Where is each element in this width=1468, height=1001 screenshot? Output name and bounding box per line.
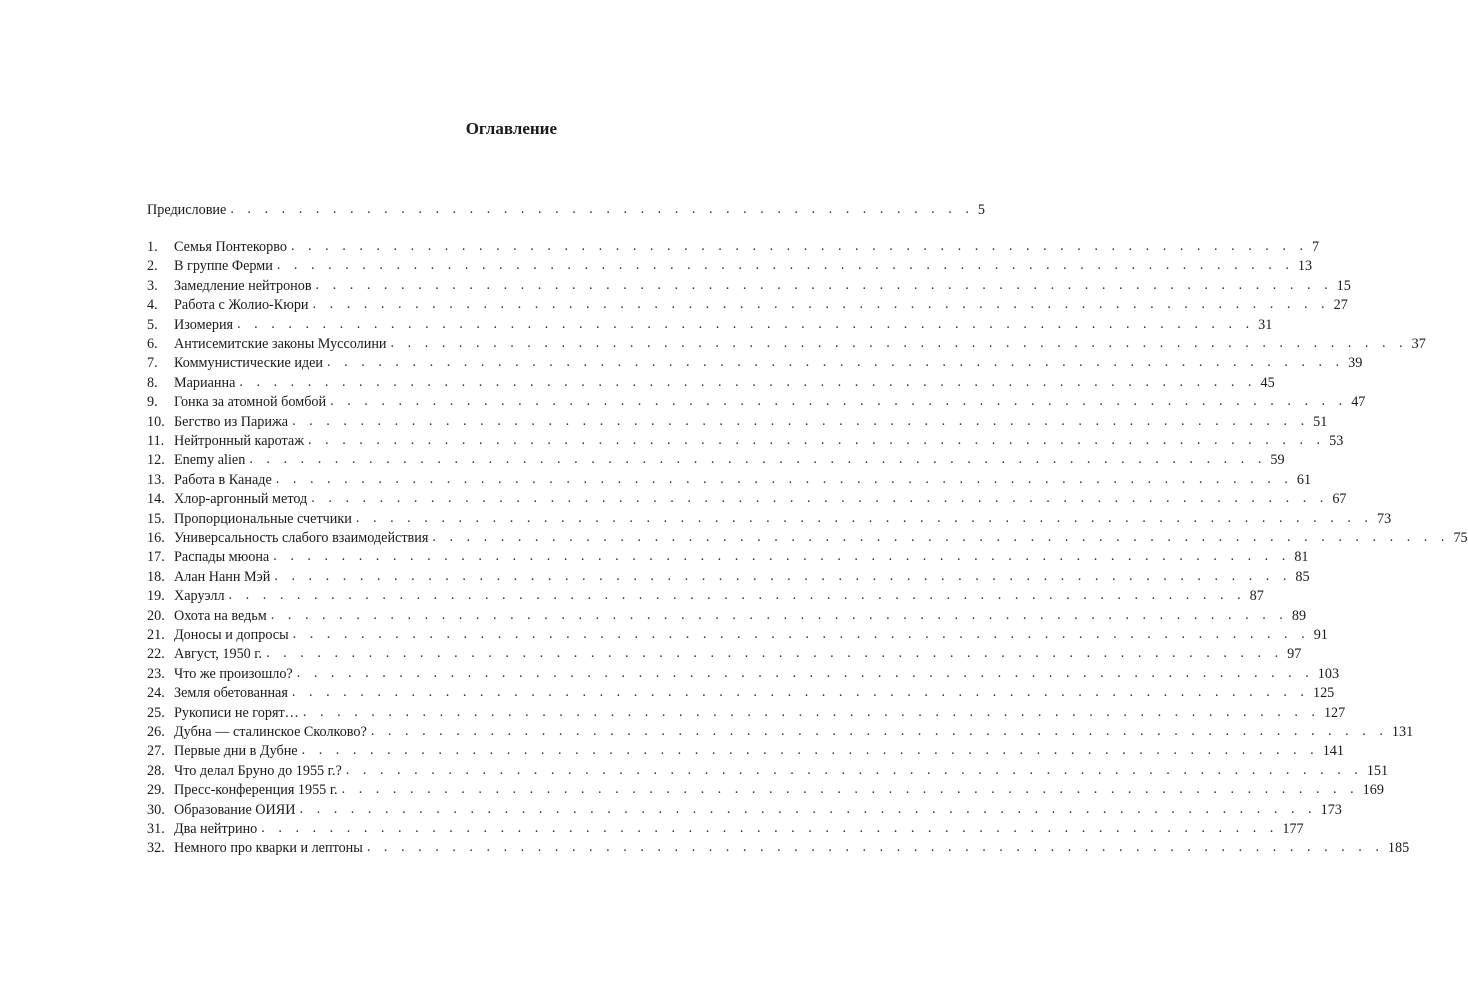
toc-entry-page: 31: [1258, 316, 1273, 333]
toc-entry-label: Рукописи не горят…: [174, 704, 299, 721]
toc-entry-label: Что делал Бруно до 1955 г.?: [174, 762, 342, 779]
toc-entry: [147, 703, 1346, 723]
toc-leader-dots: . . . . . . . . . . . . . . . . . . . . . . . . . . . . . . . . . . . . . . . . . . . . . . . . . . . . . . . . . . . .: [274, 567, 1292, 584]
toc-entry-number: 13.: [147, 471, 165, 488]
toc-entry-number: 14.: [147, 491, 165, 508]
toc-entry: [147, 819, 1304, 839]
toc-entry: [147, 412, 1328, 432]
toc-entry-page: 169: [1362, 782, 1384, 799]
toc-leader-dots: . . . . . . . . . . . . . . . . . . . . . . . . . . . . . . . . . . . . . . . . . . . . . . . . . . . . . . . . . . . .: [311, 490, 1329, 507]
toc-leader-dots: . . . . . . . . . . . . . . . . . . . . . . . . . . . . . . . . . . . . . . . . . . . . . . . . . . . . . . . . . . . .: [249, 451, 1267, 468]
toc-entry: [147, 431, 1344, 451]
toc-entry: [147, 722, 1414, 742]
toc-leader-dots: . . . . . . . . . . . . . . . . . . . . . . . . . . . . . . . . . . . . . . . . . . . . . . . . . . . . . . . . . . . .: [330, 393, 1348, 410]
toc-entry-number: 11.: [147, 433, 165, 449]
toc-entry-label: Земля обетованная: [174, 685, 288, 702]
toc-leader-dots: . . . . . . . . . . . . . . . . . . . . . . . . . . . . . . . . . . . . . . . . . . . . . . . . . . . . . . . . . . . .: [345, 761, 1363, 778]
toc-leader-dots: . . . . . . . . . . . . . . . . . . . . . . . . . . . . . . . . . . . . . . . . . . . . . . . . . . . . . . . . . . . .: [370, 723, 1388, 739]
toc-leader-dots: . . . . . . . . . . . . . . . . . . . . . . . . . . . . . . . . . . . . . . . . . . . . . . . . . . . . . . . . . . . .: [275, 470, 1293, 487]
toc-entry-page: 27: [1333, 297, 1348, 314]
toc-entry-page: 61: [1296, 471, 1312, 488]
toc-entry-page: 51: [1313, 413, 1328, 430]
toc-leader-dots: . . . . . . . . . . . . . . . . . . . . . . . . . . . . . . . . . . . . . . . . . . . . . . . . . . . . . . . . . . . .: [296, 664, 1314, 681]
toc-entry-page: 89: [1291, 607, 1307, 624]
toc-entry-number: 24.: [147, 685, 165, 702]
toc-entry-page: 7: [1312, 239, 1320, 255]
toc-entry-number: 20.: [147, 607, 165, 624]
toc-leader-dots: . . . . . . . . . . . . . . . . . . . . . . . . . . . . . . . . . . . . . . . . . . . . . . . . . . . . . . . . . . . .: [237, 315, 1255, 332]
toc-entry: [147, 276, 1351, 296]
toc-entry-label: Изомерия: [174, 316, 234, 333]
toc-entry-page: 81: [1294, 549, 1309, 566]
toc-entry-label: Замедление нейтронов: [174, 277, 312, 294]
toc-entry-page: 103: [1317, 665, 1340, 682]
toc-entry-page: 67: [1332, 491, 1347, 508]
toc-entry-number: 32.: [147, 840, 165, 857]
toc-entry-page: 75: [1453, 530, 1468, 546]
toc-entry-label: Антисемитские законы Муссолини: [174, 336, 387, 352]
toc-entry-number: 15.: [147, 510, 165, 527]
toc-entry: [147, 683, 1335, 703]
toc-entry-page: 177: [1282, 821, 1304, 837]
toc-entry-page: 73: [1376, 510, 1392, 527]
toc-entry-page: 87: [1249, 588, 1264, 605]
toc-entry-number: 31.: [147, 821, 165, 837]
toc-entry-label: Два нейтрино: [174, 821, 258, 837]
toc-entry-label: Алан Нанн Мэй: [174, 568, 271, 585]
toc-entry-label: Бегство из Парижа: [174, 413, 289, 430]
toc-entry-label: Нейтронный каротаж: [174, 433, 305, 449]
toc-entry-label: Что же произошло?: [174, 665, 293, 682]
toc-entry-number: 2.: [147, 258, 158, 275]
toc-entry-number: 27.: [147, 743, 165, 760]
toc-entry-number: 23.: [147, 665, 165, 682]
toc-entry-page: 125: [1312, 685, 1335, 702]
toc-entry: [147, 353, 1363, 373]
toc-entry-page: 53: [1329, 433, 1344, 449]
toc-entry-page: 131: [1391, 724, 1414, 740]
toc-leader-dots: . . . . . . . . . . . . . . . . . . . . . . . . . . . . . . . . . . . . . . . . . . . . . . . . . . . . . . . . . . . .: [291, 684, 1309, 701]
toc-entry: [147, 606, 1307, 626]
toc-entry-page: 5: [977, 202, 985, 218]
toc-entry-label: Дубна — сталинское Сколково?: [174, 724, 367, 740]
toc-entry-label: Охота на ведьм: [174, 607, 267, 624]
toc-entry-page: 185: [1387, 840, 1410, 857]
toc-entry: [147, 586, 1264, 606]
toc-leader-dots: . . . . . . . . . . . . . . . . . . . . . . . . . . . . . . . . . . . . . . . . . . . . . . . . . . . . . . . . . . . .: [432, 529, 1450, 545]
toc-entry-page: 37: [1411, 336, 1426, 352]
toc-entry-label: Распады мюона: [174, 549, 270, 566]
toc-entry-label: Универсальность слабого взаимодействия: [174, 530, 429, 546]
toc-entry-number: 5.: [147, 316, 158, 333]
toc-entry: [147, 489, 1347, 509]
toc-entry-page: 91: [1313, 627, 1328, 643]
toc-entry-number: 10.: [147, 413, 165, 430]
toc-entry-number: 26.: [147, 724, 165, 740]
toc-entry-page: 39: [1348, 355, 1363, 372]
toc-entry-label: Гонка за атомной бомбой: [174, 394, 327, 411]
toc-entry-label: Образование ОИЯИ: [174, 801, 296, 818]
toc-leader-dots: . . . . . . . . . . . . . . . . . . . . . . . . . . . . . . . . . . . . . . . . . . . . . . . . . . . . . . . . . . . .: [327, 354, 1345, 371]
toc-entry: [147, 256, 1313, 276]
toc-entry: [147, 334, 1426, 354]
toc-entry-page: 59: [1270, 452, 1285, 469]
toc-entry-page: 173: [1320, 801, 1342, 818]
toc-entry-number: 18.: [147, 568, 165, 585]
toc-leader-dots: . . . . . . . . . . . . . . . . . . . . . . . . . . . . . . . . . . . . . . . . . . . . . . . . . . . . . . . . . . . .: [390, 335, 1408, 351]
toc-entry-number: 28.: [147, 762, 165, 779]
toc-leader-dots: . . . . . . . . . . . . . . . . . . . . . . . . . . . . . . . . . . . . . . . . . . . . . . . . . . . . . . . . . . . .: [266, 645, 1284, 662]
toc-leader-dots: . . . . . . . . . . . . . . . . . . . . . . . . . . . . . . . . . . . . . . . . . . . . . . . . . . . . . . . . . . . .: [355, 509, 1373, 526]
toc-entry-number: 1.: [147, 239, 158, 255]
toc-entry-label: Пропорциональные счетчики: [174, 510, 352, 527]
toc-leader-dots: . . . . . . . . . . . . . . . . . . . . . . . . . . . . . . . . . . . . . . . . . . . . . . . . . . . . . . . . . . . .: [276, 257, 1294, 274]
toc-leader-dots: . . . . . . . . . . . . . . . . . . . . . . . . . . . . . . . . . . . . . . . . . . . . . . . . . . . . . . . . . . . .: [292, 626, 1310, 642]
toc-entry-number: 9.: [147, 394, 158, 411]
toc-entry-page: 45: [1260, 374, 1275, 391]
toc-entry: [147, 509, 1392, 529]
toc-entry-label: Работа с Жолио-Кюри: [174, 297, 309, 314]
toc-entry-page: 151: [1366, 762, 1389, 779]
toc-entry: [147, 625, 1328, 645]
toc-entry: [147, 547, 1309, 567]
toc-entry-page: 13: [1297, 258, 1313, 275]
toc-entry: [147, 450, 1285, 470]
toc-entry: [147, 315, 1273, 335]
toc-entry-label: Хлор-аргонный метод: [174, 491, 308, 508]
toc-leader-dots: . . . . . . . . . . . . . . . . . . . . . . . . . . . . . . . . . . . . . . . . . . . . . . . . . . . . . . . . . . . .: [270, 606, 1288, 623]
toc-entry: [147, 295, 1348, 315]
toc-entry: [147, 780, 1384, 800]
toc-entry-label: Немного про кварки и лептоны: [174, 840, 363, 857]
toc-leader-dots: . . . . . . . . . . . . . . . . . . . . . . . . . . . . . . . . . . . . . . . . . . . . . . . . . . . . . . . . . . . .: [261, 820, 1279, 836]
toc-entry-number: 6.: [147, 336, 158, 352]
toc-leader-dots: . . . . . . . . . . . . . . . . . . . . . . . . . . . . . . . . . . . . . . . . . . . . . . . . . . . . . . . . . . . .: [292, 412, 1310, 429]
toc-entry-label: Предисловие: [147, 202, 227, 218]
toc-entry-page: 127: [1323, 704, 1346, 721]
toc-leader-dots: . . . . . . . . . . . . . . . . . . . . . . . . . . . . . . . . . . . . . . . . . . . . . . . . . . . . . . . . . . . .: [308, 432, 1326, 448]
toc-leader-dots: . . . . . . . . . . . . . . . . . . . . . . . . . . . . . . . . . . . . . . . . . . . . . . . . . . . . . . . . . . . .: [301, 742, 1319, 759]
toc-entry-number: 25.: [147, 704, 165, 721]
toc-entry-number: 12.: [147, 452, 165, 469]
toc-leader-dots: . . . . . . . . . . . . . . . . . . . . . . . . . . . . . . . . . . . . . . . . . . . . . . . . . . . . . . . . . . . .: [299, 800, 1317, 817]
toc-entry-page: 141: [1322, 743, 1344, 760]
toc-leader-dots: . . . . . . . . . . . . . . . . . . . . . . . . . . . . . . . . . . . . . . . . . . . . . . . . . . . . . . . . . . . .: [239, 373, 1257, 390]
toc-entry: [147, 237, 1320, 257]
toc-entry-label: Семья Понтекорво: [174, 239, 287, 255]
toc-entry-preface: [147, 200, 985, 220]
toc-entry-label: Первые дни в Дубне: [174, 743, 298, 760]
toc-entry-label: Август, 1950 г.: [174, 646, 263, 663]
toc-entry-label: Доносы и допросы: [174, 627, 289, 643]
toc-entry-number: 3.: [147, 277, 158, 294]
toc-entry-label: В группе Ферми: [174, 258, 273, 275]
toc-entry-number: 21.: [147, 627, 165, 643]
toc-entry-number: 30.: [147, 801, 165, 818]
toc-entry-label: Коммунистические идеи: [174, 355, 324, 372]
toc-entry-number: 8.: [147, 374, 158, 391]
toc-entry-page: 85: [1295, 568, 1310, 585]
toc-entry-number: 16.: [147, 530, 165, 546]
toc-leader-dots: . . . . . . . . . . . . . . . . . . . . . . . . . . . . . . . . . . . . . . . . . . . .: [230, 201, 974, 217]
toc-leader-dots: . . . . . . . . . . . . . . . . . . . . . . . . . . . . . . . . . . . . . . . . . . . . . . . . . . . . . . . . . . . .: [315, 276, 1333, 293]
toc-entry: [147, 761, 1389, 781]
toc-leader-dots: . . . . . . . . . . . . . . . . . . . . . . . . . . . . . . . . . . . . . . . . . . . . . . . . . . . . . . . . . . . .: [341, 781, 1359, 798]
toc-leader-dots: . . . . . . . . . . . . . . . . . . . . . . . . . . . . . . . . . . . . . . . . . . . . . . . . . . . . . . . . . . . .: [302, 703, 1320, 720]
toc-entry: [147, 373, 1275, 393]
toc-entry-label: Харуэлл: [174, 588, 225, 605]
toc-entry-page: 15: [1336, 277, 1351, 294]
toc-entry: [147, 838, 1410, 858]
toc-entry-page: 47: [1351, 394, 1366, 411]
toc-entry: [147, 741, 1344, 761]
toc-entry-label: Пресс-конференция 1955 г.: [174, 782, 338, 799]
toc-entry: [147, 800, 1342, 820]
toc-entry-number: 29.: [147, 782, 165, 799]
toc-entry: [147, 664, 1340, 684]
toc-leader-dots: . . . . . . . . . . . . . . . . . . . . . . . . . . . . . . . . . . . . . . . . . . . . . . . . . . . . . . . . . . . .: [366, 839, 1384, 856]
toc-leader-dots: . . . . . . . . . . . . . . . . . . . . . . . . . . . . . . . . . . . . . . . . . . . . . . . . . . . . . . . . . . . .: [290, 238, 1309, 254]
toc-entry-number: 17.: [147, 549, 165, 566]
toc-entry-label: Марианна: [174, 374, 236, 391]
toc-entry-number: 22.: [147, 646, 165, 663]
toc-entry-label: Enemy alien: [174, 452, 246, 469]
toc-entry: [147, 644, 1302, 664]
toc-leader-dots: . . . . . . . . . . . . . . . . . . . . . . . . . . . . . . . . . . . . . . . . . . . . . . . . . . . . . . . . . . . .: [312, 296, 1330, 313]
toc-entry-number: 4.: [147, 297, 158, 314]
toc-entry: [147, 470, 1312, 490]
toc-entry-page: 97: [1287, 646, 1302, 663]
toc-entry-number: 7.: [147, 355, 158, 372]
toc-entry: [147, 528, 1468, 548]
toc-entry: [147, 392, 1366, 412]
toc-entry: [147, 567, 1310, 587]
toc-leader-dots: . . . . . . . . . . . . . . . . . . . . . . . . . . . . . . . . . . . . . . . . . . . . . . . . . . . . . . . . . . . .: [228, 587, 1246, 604]
page-title: Оглавление: [465, 119, 557, 138]
toc-entry-label: Работа в Канаде: [174, 471, 272, 488]
toc-entry-number: 19.: [147, 588, 165, 605]
toc-leader-dots: . . . . . . . . . . . . . . . . . . . . . . . . . . . . . . . . . . . . . . . . . . . . . . . . . . . . . . . . . . . .: [273, 548, 1291, 565]
